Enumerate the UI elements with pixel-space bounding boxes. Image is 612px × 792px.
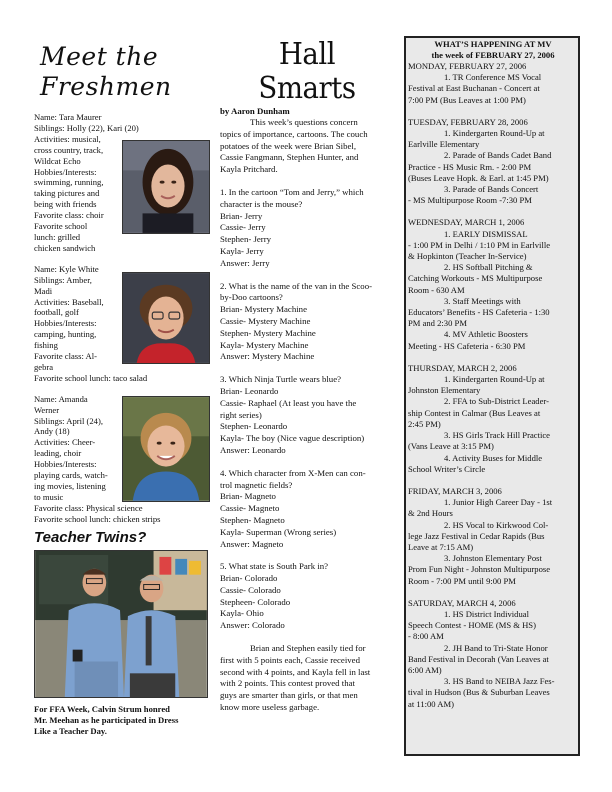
article-line: 3. Which Ninja Turtle wears blue? — [220, 374, 342, 385]
article-line: Brian- Leonardo — [220, 385, 279, 396]
portrait-image — [123, 273, 209, 363]
article-line: Kayla Pritchard. — [220, 164, 278, 175]
article-line: Answer: Magneto — [220, 538, 284, 549]
calendar-event-line: tival in Hudson (Bus & Suburban Leaves — [408, 687, 550, 698]
article-line: Brian- Jerry — [220, 210, 263, 221]
article-line: Stepheen- Colorado — [220, 596, 291, 607]
freshman-profile — [34, 112, 210, 254]
teacher-twins-caption — [34, 704, 210, 737]
calendar-event-line: 2. FFA to Sub-District Leader- — [444, 396, 549, 407]
paragraph-gap — [220, 632, 394, 643]
calendar-event-line: - 8:00 AM — [408, 631, 444, 642]
freshman-photo — [122, 272, 210, 364]
profile-line: Madi — [34, 285, 53, 296]
profile-line: Hobbies/Interests: — [34, 166, 97, 177]
freshman-photo — [122, 396, 210, 502]
calendar-event-line: ship Contest in Calmar (Bus Leaves at — [408, 407, 541, 418]
calendar-event-line: 2:45 PM) — [408, 418, 441, 429]
profile-line: Andy (18) — [34, 426, 70, 437]
calendar-event-line: (Buses Leave Hopk. & Earl. at 1:45 PM) — [408, 172, 549, 183]
article-line: potatoes of the week were Brian Sibel, — [220, 140, 357, 151]
calendar-day-heading: TUESDAY, FEBRUARY 28, 2006 — [408, 116, 528, 127]
article-line: Stephen- Leonardo — [220, 421, 288, 432]
calendar-event-line: 1. Kindergarten Round-Up at — [444, 374, 545, 385]
article-line: Cassie- Mystery Machine — [220, 315, 311, 326]
profile-line: being with friends — [34, 199, 97, 210]
article-line: Kayla- Superman (Wrong series) — [220, 526, 337, 537]
calendar-event-line: (Vans Leave at 3:15 PM) — [408, 441, 494, 452]
meet-the-freshmen-section — [34, 42, 210, 737]
freshman-profile — [34, 394, 210, 525]
profile-line: camping, hunting, — [34, 329, 97, 340]
profile-line: to music — [34, 491, 64, 502]
calendar-event-line: 1. TR Conference MS Vocal — [444, 72, 542, 83]
paragraph-gap — [220, 176, 394, 187]
calendar-event-line: Johnston Elementary — [408, 385, 481, 396]
calendar-event-line: 4. Activity Buses for Middle — [444, 452, 543, 463]
article-line: Cassie- Jerry — [220, 222, 266, 233]
article-line: Answer: Jerry — [220, 257, 270, 268]
article-line: Answer: Colorado — [220, 620, 285, 631]
article-line: guys are smarter than girls, or that men — [220, 690, 358, 701]
article-line: Stephen- Jerry — [220, 234, 272, 245]
article-line: Cassie- Raphael (At least you have the — [220, 397, 357, 408]
profile-line: Name: Tara Maurer — [34, 112, 102, 122]
article-line: Kayla- Jerry — [220, 245, 264, 256]
profile-line: Siblings: Amber, — [34, 274, 92, 285]
calendar-event-line: School Writer’s Circle — [408, 463, 486, 474]
calendar-event-line: 3. Parade of Bands Concert — [444, 184, 539, 195]
profile-line: lunch: grilled — [34, 231, 81, 242]
byline: by Aaron Dunham — [220, 106, 290, 116]
calendar-event-line: Catching Workouts - MS Multipurpose — [408, 273, 543, 284]
profile-line: leading, choir — [34, 448, 82, 459]
profile-line: Favorite class: choir — [34, 210, 104, 221]
calendar-event-line: & Hopkinton (Teacher In-Service) — [408, 251, 527, 262]
calendar-event-line: 3. HS Band to NEIBA Jazz Fes- — [444, 676, 555, 687]
profile-line: ing movies, listening — [34, 481, 106, 491]
paragraph-gap — [220, 457, 394, 468]
paragraph-gap — [220, 363, 394, 374]
calendar-event-line: 2. HS Vocal to Kirkwood Col- — [444, 519, 549, 530]
hall-smarts-title: Hall Smarts — [258, 37, 356, 106]
calendar-event-line: at 11:00 AM) — [408, 698, 454, 709]
profile-line: playing cards, watch- — [34, 470, 108, 481]
whats-happening-box — [404, 36, 580, 756]
calendar-event-line: 1. Junior High Career Day - 1st — [444, 497, 553, 508]
freshman-profile — [34, 264, 210, 384]
calendar-event-line: Prom Fun Night - Johnston Multipurpose — [408, 564, 551, 575]
profile-line: taking pictures and — [34, 188, 100, 199]
profile-line: Name: Kyle White — [34, 263, 99, 274]
calendar-event-line: Educators’ Benefits - HS Cafeteria - 1:30 — [408, 307, 550, 318]
calendar-event-line: 1. HS District Individual — [444, 608, 529, 619]
profile-line: Siblings: April (24), — [34, 415, 103, 426]
calendar-day-heading: WEDNESDAY, MARCH 1, 2006 — [408, 217, 525, 228]
calendar-day-heading: THURSDAY, MARCH 2, 2006 — [408, 362, 517, 373]
calendar-event-line: 4. MV Athletic Boosters — [444, 329, 528, 340]
caption-line: Mr. Meehan as he participated in Dress — [34, 714, 179, 725]
calendar-event-line: 3. Johnston Elementary Post — [444, 553, 542, 564]
calendar-event-line: 2. Parade of Bands Cadet Band — [444, 150, 552, 161]
paragraph-gap — [220, 270, 394, 281]
profile-line: Favorite school lunch: taco salad — [34, 372, 148, 383]
profile-line: Favorite class: Physical science — [34, 502, 143, 513]
article-line: Stephen- Magneto — [220, 514, 285, 525]
calendar-event-line: Leave at 7:15 AM) — [408, 541, 474, 552]
profile-line: gebra — [34, 361, 54, 372]
meet-the-freshmen-title: Meet the Freshmen — [40, 42, 172, 101]
calendar-event-line: PM and 2:30 PM — [408, 318, 467, 329]
calendar-event-line: 2. HS Softball Pitching & — [444, 262, 533, 273]
article-line: Brian- Magneto — [220, 491, 276, 502]
profile-line: Activities: Cheer- — [34, 437, 96, 448]
article-line: second with 4 points, and Kayla fell in last — [220, 666, 371, 677]
article-line: Brian- Colorado — [220, 573, 278, 584]
calendar-event-line: Festival at East Buchanan - Concert at — [408, 83, 540, 94]
calendar-subheading: the week of FEBRUARY 27, 2006 — [431, 50, 555, 60]
teachers-photo-image — [35, 551, 207, 697]
article-line: 5. What state is South Park in? — [220, 561, 329, 572]
article-line: know more useless garbage. — [220, 702, 320, 713]
teacher-twins-title: Teacher Twins? — [34, 528, 147, 546]
profile-line: Siblings: Holly (22), Kari (20) — [34, 122, 139, 133]
teacher-twins-photo — [34, 550, 208, 698]
calendar-event-line: Band Festival in Decorah (Van Leaves at — [408, 653, 549, 664]
article-line: Brian and Stephen easily tied for — [250, 643, 366, 654]
article-line: Cassie- Colorado — [220, 584, 281, 595]
hall-smarts-section — [220, 38, 394, 714]
profile-line: Activities: Baseball, — [34, 296, 104, 307]
article-line: Brian- Mystery Machine — [220, 304, 307, 315]
profile-line: Favorite school — [34, 221, 88, 232]
calendar-event-line: Speech Contest - HOME (MS & HS) — [408, 620, 536, 631]
profile-line: football, golf — [34, 307, 79, 318]
article-line: Kayla- Mystery Machine — [220, 339, 309, 350]
caption-line: For FFA Week, Calvin Strum honred — [34, 703, 170, 714]
article-line: Kayla- The boy (Nice vague description) — [220, 433, 365, 444]
calendar-event-line: 1. Kindergarten Round-Up at — [444, 128, 545, 139]
calendar-event-line: & 2nd Hours — [408, 508, 453, 519]
article-line: 1. In the cartoon “Tom and Jerry,” which — [220, 186, 364, 197]
calendar-event-line: 7:00 PM (Bus Leaves at 1:00 PM) — [408, 94, 526, 105]
article-line: trol magnetic fields? — [220, 479, 293, 490]
calendar-event-line: Practice - HS Music Rm. - 2:00 PM — [408, 161, 532, 172]
article-line: Answer: Leonardo — [220, 444, 286, 455]
article-line: with 2 points. This contest proved that — [220, 678, 355, 689]
calendar-schedule — [408, 61, 578, 710]
calendar-event-line: - 1:00 PM in Delhi / 1:10 PM in Earlville — [408, 239, 551, 250]
calendar-event-line: 3. Staff Meetings with — [444, 295, 521, 306]
calendar-event-line: 1. EARLY DISMISSAL — [444, 228, 528, 239]
profile-line: Hobbies/Interests: — [34, 459, 97, 470]
freshman-photo — [122, 140, 210, 234]
caption-line: Like a Teacher Day. — [34, 725, 107, 736]
portrait-image — [123, 141, 209, 233]
profile-line: fishing — [34, 340, 58, 351]
article-line: by-Doo cartoons? — [220, 292, 283, 303]
article-line: Cassie- Magneto — [220, 503, 280, 514]
calendar-event-line: 2. JH Band to Tri-State Honor — [444, 642, 548, 653]
profile-line: Favorite class: Al- — [34, 351, 98, 362]
calendar-event-line: Meeting - HS Cafeteria - 6:30 PM — [408, 340, 526, 351]
calendar-day-heading: FRIDAY, MARCH 3, 2006 — [408, 485, 502, 496]
profile-line: swimming, running, — [34, 177, 104, 188]
article-line: Kayla- Ohio — [220, 608, 264, 619]
calendar-heading: WHAT’S HAPPENING AT MV — [434, 39, 552, 49]
article-line: This week’s questions concern — [250, 117, 358, 127]
article-line: 2. What is the name of the van in the Scoo- — [220, 280, 373, 291]
calendar-event-line: Earlville Elementary — [408, 139, 480, 150]
calendar-event-line: 3. HS Girls Track Hill Practice — [444, 430, 550, 441]
profile-line: Favorite school lunch: chicken strips — [34, 513, 161, 524]
article-line: 4. Which character from X-Men can con- — [220, 467, 366, 478]
article-line: Stephen- Mystery Machine — [220, 327, 316, 338]
calendar-event-line: Room - 7:00 PM until 9:00 PM — [408, 575, 516, 586]
profile-line: Activities: musical, — [34, 133, 101, 144]
calendar-day-heading: SATURDAY, MARCH 4, 2006 — [408, 597, 516, 608]
profile-line: cross country, track, — [34, 144, 104, 155]
profile-line: chicken sandwich — [34, 242, 96, 253]
article-line: Answer: Mystery Machine — [220, 351, 315, 362]
calendar-day-heading: MONDAY, FEBRUARY 27, 2006 — [408, 61, 527, 71]
article-line: topics of importance, cartoons. The couch — [220, 128, 368, 139]
article-line: Cassie Fangmann, Stephen Hunter, and — [220, 152, 359, 163]
profile-line: Wildcat Echo — [34, 155, 81, 166]
profile-line: Werner — [34, 404, 60, 415]
hall-smarts-article — [220, 117, 394, 714]
paragraph-gap — [220, 550, 394, 561]
portrait-image — [123, 397, 209, 501]
calendar-event-line: lege Jazz Festival in Cedar Rapids (Bus — [408, 530, 545, 541]
calendar-event-line: 6:00 AM) — [408, 664, 442, 675]
calendar-event-line: Room - 630 AM — [408, 284, 465, 295]
article-line: character is the mouse? — [220, 198, 303, 209]
calendar-event-line: - MS Multipurpose Room -7:30 PM — [408, 195, 532, 206]
article-line: first with 5 points each, Cassie received — [220, 654, 360, 665]
profile-line: Name: Amanda — [34, 393, 88, 404]
article-line: right series) — [220, 409, 262, 420]
profile-line: Hobbies/Interests: — [34, 318, 97, 329]
